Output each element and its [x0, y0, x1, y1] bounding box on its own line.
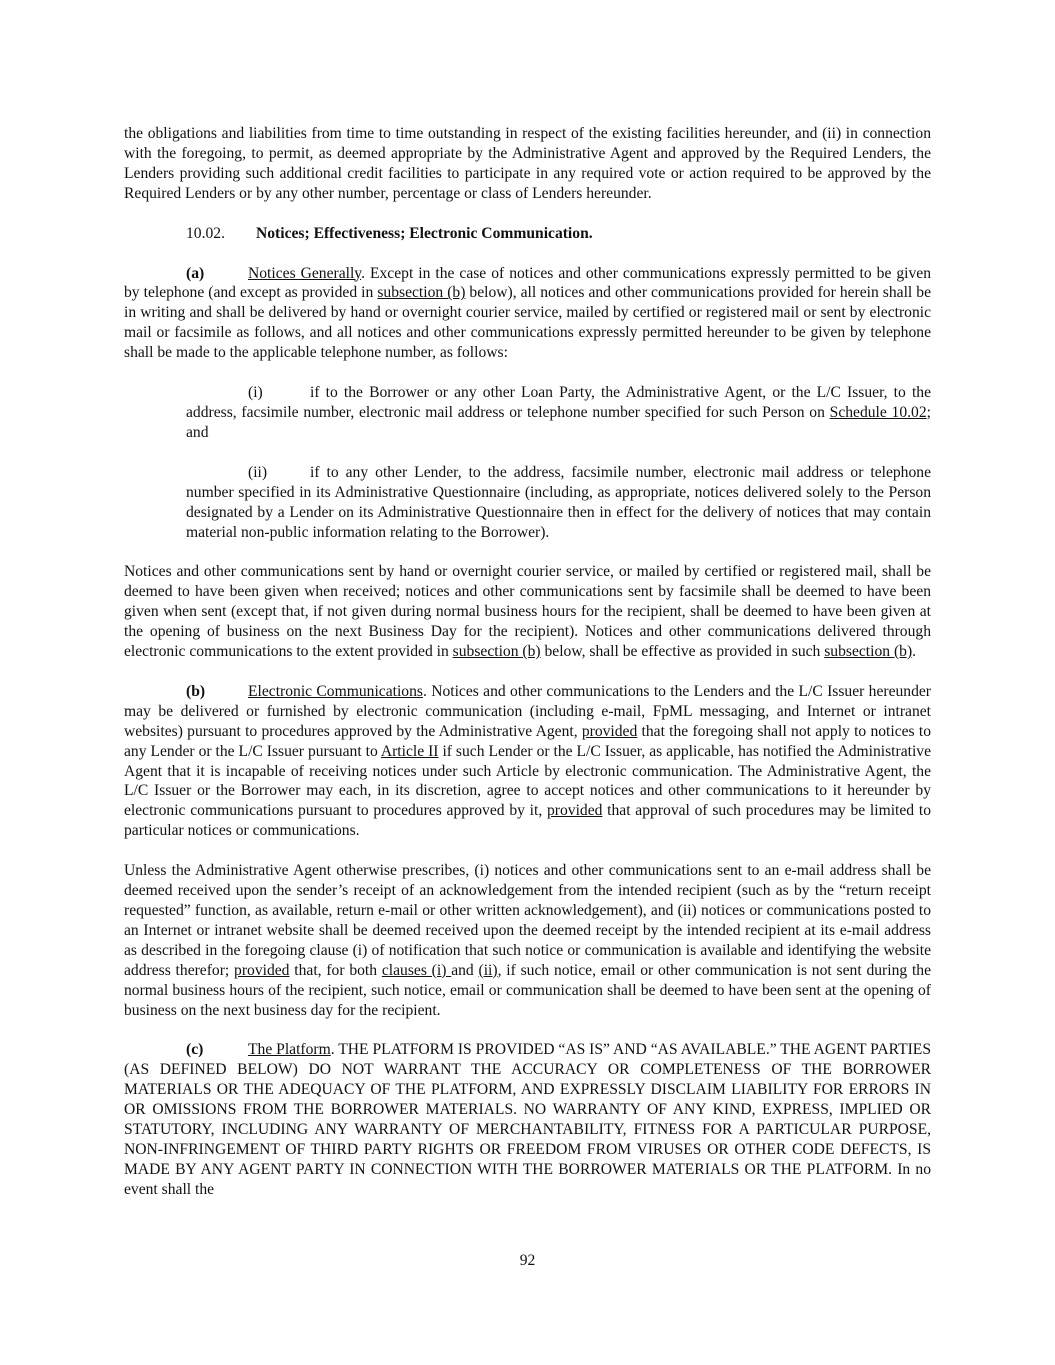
item-ii: (ii) if to any other Lender, to the address, facsimile number, electronic mail address or telephone number specified in its Administrative Questionnaire (including, as appropriate, notices delivered solely to the Person designated by a Lender on its Administrative Questionnaire then in effect for the delivery of notices that may contain material non-public information relating to the Borrower). — [186, 463, 931, 541]
unless-paragraph: Unless the Administrative Agent otherwise prescribes, (i) notices and other communications sent to an e-mail address shall be deemed received upon the sender’s receipt of an acknowledgement from the intended recipient (such as by the “return receipt requested” function, as available, return e-mail or other written acknowledgement), and (ii) notices or communications posted to an Internet or intranet website shall be deemed received upon the deemed receipt by the intended recipient at its e-mail address as described in the foregoing clause (i) of notification that such notice or communication is available and identifying the website address therefor; provided that, for both clauses (i) and (ii), if such notice, email or other communication is not sent during the normal business hours of the recipient, such notice, email or communication shall be deemed to have been sent at the opening of business on the next business day for the recipient. — [124, 862, 932, 1019]
section-number: 10.02. — [186, 224, 225, 242]
document-page — [124, 124, 931, 1200]
item-ii-label: (ii) — [248, 463, 268, 481]
paragraph-c: (c) The Platform. THE PLATFORM IS PROVIDED “AS IS” AND “AS AVAILABLE.” THE AGENT PARTIES (AS DEFINED BELOW) DO NOT WARRANT THE ACCURACY OR COMPLETENESS OF THE BORROWER MATERIALS OR THE ADEQUACY OF THE PLATFORM, AND EXPRESSLY DISCLAIM LIABILITY FOR ERRORS IN OR OMISSIONS FROM THE BORROWER MATERIALS. NO WARRANTY OF ANY KIND, EXPRESS, IMPLIED OR STATUTORY, INCLUDING ANY WARRANTY OF MERCHANTABILITY, FITNESS FOR A PARTICULAR PURPOSE, NON-INFRINGEMENT OF THIRD PARTY RIGHTS OR FREEDOM FROM VIRUSES OR OTHER CODE DEFECTS, IS MADE BY ANY AGENT PARTY IN CONNECTION WITH THE BORROWER MATERIALS OR THE PLATFORM. In no event shall the — [124, 1041, 931, 1198]
page-number: 92 — [519, 1252, 536, 1269]
paragraph-a-heading: Notices Generally — [248, 264, 362, 282]
article-reference: Article II — [380, 742, 439, 760]
clause-reference: (ii) — [478, 961, 498, 979]
paragraph-a-label: (a) — [186, 264, 205, 282]
intro-paragraph: the obligations and liabilities from time to time outstanding in respect of the existing facilities hereunder, and (ii) in connection with the foregoing, to permit, as deemed appropriate by the Administrative Agent and approved by the Required Lenders, the Lenders providing such additional credit facilities to participate in any required vote or action required to be approved by the Required Lenders or by any other number, percentage or class of Lenders hereunder. — [124, 125, 931, 202]
paragraph-b: (b) Electronic Communications. Notices and other communications to the Lenders and the L/C Issuer hereunder may be delivered or furnished by electronic communication (including e-mail, FpML messaging, and Internet or intranet websites) pursuant to procedures approved by the Administrative Agent, provided that the foregoing shall not apply to notices to any Lender or the L/C Issuer pursuant to Article II if such Lender or the L/C Issuer, as applicable, has notified the Administrative Agent that it is incapable of receiving notices under such Article by electronic communication. The Administrative Agent, the L/C Issuer or the Borrower may each, in its discretion, agree to accept notices and other communications to it hereunder by electronic communications pursuant to procedures approved by it, provided that approval of such procedures may be limited to particular notices or communications. — [124, 682, 931, 840]
clause-reference: clauses (i) — [381, 961, 452, 979]
paragraph-b-label: (b) — [186, 682, 206, 700]
provided-term: provided — [546, 802, 603, 820]
section-title: Notices; Effectiveness; Electronic Communication. — [256, 224, 593, 242]
paragraph-c-heading: The Platform — [248, 1041, 331, 1059]
provided-term: provided — [234, 961, 290, 979]
item-i: (i) if to the Borrower or any other Loan Party, the Administrative Agent, or the L/C Issuer, to the address, facsimile number, electronic mail address or telephone number specified for such Person on Schedule 10.02; and — [186, 384, 931, 441]
subsection-b-reference: subsection (b) — [377, 284, 466, 302]
paragraph-b-heading: Electronic Communications — [248, 682, 423, 700]
paragraph-a: (a) Notices Generally. Except in the case of notices and other communications expressly permitted to be given by telephone (and except as provided in subsection (b) below), all notices and other communications provided for herein shall be in writing and shall be delivered by hand or overnight courier service, mailed by certified or registered mail or sent by electronic mail or facsimile as follows, and all notices and other communications expressly permitted hereunder to be given by telephone shall be made to the applicable telephone number, as follows: — [124, 264, 932, 362]
notices-paragraph: Notices and other communications sent by hand or overnight courier service, or mailed by certified or registered mail, shall be deemed to have been given when received; notices and other communications sent by facsimile shall be deemed to have been given when sent (except that, if not given during normal business hours for the recipient, shall be deemed to have been given at the opening of business on the next Business Day for the recipient). Notices and other communications delivered through electronic communications to the extent provided in subsection (b) below, shall be effective as provided in such subsection (b). — [124, 563, 931, 661]
subsection-b-reference: subsection (b) — [824, 643, 913, 661]
item-i-label: (i) — [248, 384, 263, 402]
paragraph-c-label: (c) — [186, 1041, 204, 1059]
section-heading — [124, 224, 931, 244]
schedule-reference: Schedule 10.02 — [829, 403, 927, 421]
subsection-b-reference: subsection (b) — [452, 643, 541, 661]
provided-term: provided — [581, 722, 638, 740]
